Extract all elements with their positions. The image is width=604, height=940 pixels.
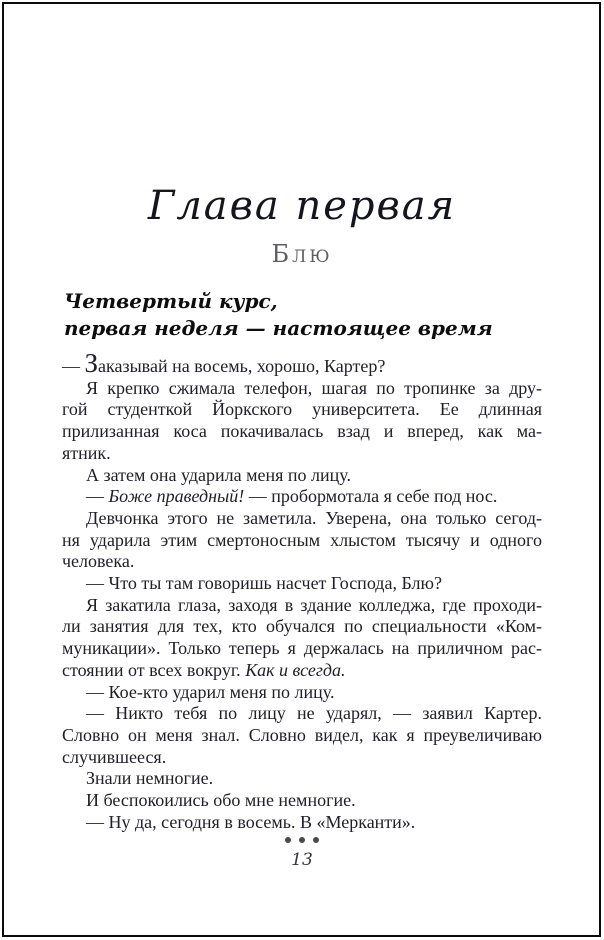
body-paragraph (62, 812, 542, 834)
body-paragraph (62, 573, 542, 595)
section-heading (64, 288, 544, 341)
body-line: ли занятия для тех, кто обучался по специальности «Ком- (62, 616, 542, 637)
separator-dot (313, 837, 319, 843)
body-line: Словно он меня знал. Словно видел, как я преувеличиваю (62, 724, 542, 745)
body-line: И беспокоились обо мне немногие. (86, 790, 356, 811)
body-paragraph (62, 768, 542, 790)
body-line: гой студенткой Йоркского университета. Ее длинная (62, 399, 542, 420)
body-paragraph (62, 486, 542, 508)
body-paragraph (62, 595, 542, 682)
body-line: — Заказывай на восемь, хорошо, Картер? (62, 348, 386, 378)
body-paragraph (62, 378, 542, 465)
body-line: Девчонка этого не заметила. Уверена, она только сегод- (86, 507, 542, 528)
body-line: случившееся. (62, 746, 167, 767)
body-line: Я закатила глаза, заходя в здание колледжа, где проходи- (86, 594, 542, 615)
body-line: — Никто тебя по лицу не ударял, — заявил Картер. (86, 703, 542, 724)
body-line: — Что ты там говоришь насчет Господа, Блю? (86, 573, 442, 594)
body-text (62, 348, 542, 833)
separator-dot (299, 837, 305, 843)
body-paragraph (62, 465, 542, 487)
body-line: Я крепко сжимала телефон, шагая по тропинке за дру- (86, 377, 542, 398)
body-line: ня ударила этим смертоносным хлыстом тысячу и одного (62, 529, 542, 550)
separator-dot (285, 837, 291, 843)
body-paragraph (62, 508, 542, 573)
body-line: прилизанная коса покачивалась взад и вперед, как ма- (62, 421, 542, 442)
body-line: муникации». Только теперь я держалась на приличном рас- (62, 638, 542, 659)
body-paragraph (62, 703, 542, 768)
body-line: А затем она ударила меня по лицу. (86, 464, 351, 485)
body-line: человека. (62, 551, 135, 572)
body-paragraph (62, 348, 542, 378)
body-line: ятник. (62, 442, 111, 463)
chapter-name: Блю (271, 240, 333, 268)
body-line: — Кое-кто ударил меня по лицу. (86, 681, 335, 702)
section-heading-line-2: первая неделя — настоящее время (64, 315, 493, 340)
body-line: Знали немногие. (86, 768, 214, 789)
body-paragraph (62, 682, 542, 704)
section-heading-line-1: Четвертый курс, (64, 289, 278, 313)
page-number: 13 (291, 850, 313, 870)
body-line: — Ну да, сегодня в восемь. В «Мерканти». (86, 811, 416, 832)
body-line: стоянии от всех вокруг. Как и всегда. (62, 659, 346, 680)
chapter-script-title: Глава первая (147, 183, 457, 229)
section-separator-dots (0, 837, 604, 843)
body-line: — Боже праведный! — пробормотала я себе под нос. (86, 486, 498, 507)
body-paragraph (62, 790, 542, 812)
